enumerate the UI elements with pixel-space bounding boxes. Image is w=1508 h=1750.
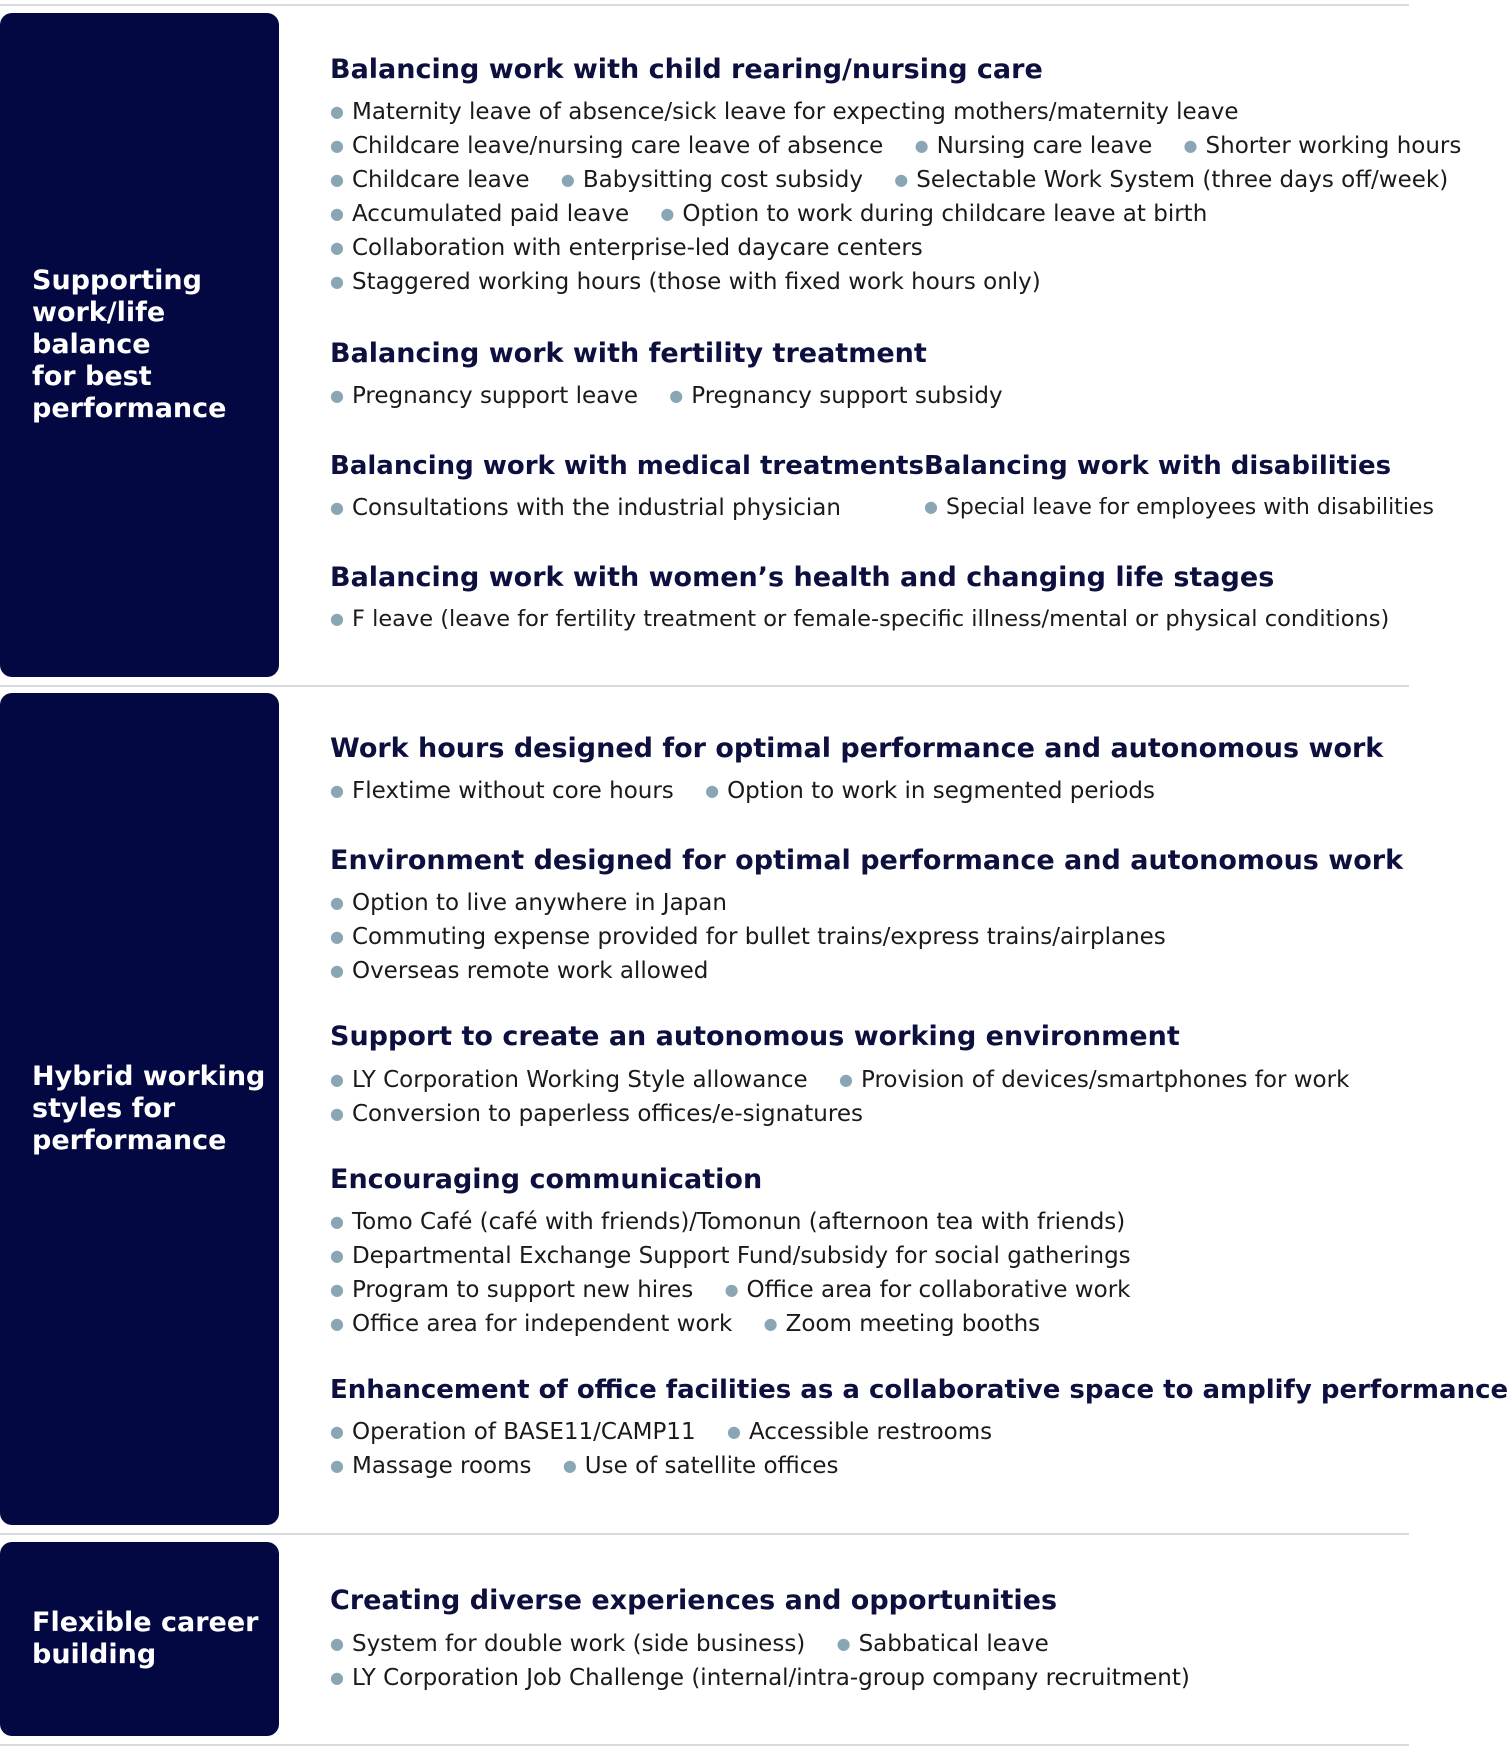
section-label-box — [0, 13, 279, 677]
group-heading: Work hours designed for optimal performance and autonomous work — [330, 733, 1384, 764]
bullet-line — [330, 1417, 992, 1449]
bullet-line — [330, 1663, 1190, 1695]
bullet-line — [330, 1309, 1040, 1341]
bullet-icon: ● — [660, 204, 675, 223]
bullet-icon: ● — [560, 170, 575, 189]
bullet-line — [330, 604, 1389, 636]
bullet-icon: ● — [914, 136, 929, 155]
section-title: Hybrid working styles for performance — [32, 1061, 266, 1156]
list-item: ● Provision of devices/smartphones for work — [839, 1067, 1350, 1093]
list-item: ● Program to support new hires — [330, 1277, 694, 1303]
bullet-icon: ● — [894, 170, 909, 189]
section-label-box — [0, 1542, 279, 1736]
list-item: ● Pregnancy support subsidy — [669, 383, 1003, 409]
list-item: ● Accumulated paid leave — [330, 201, 630, 227]
bullet-icon: ● — [330, 1104, 344, 1123]
group-heading: Balancing work with child rearing/nursing care — [330, 54, 1043, 85]
bullet-line — [330, 1065, 1349, 1097]
bullet-icon: ● — [330, 781, 344, 800]
list-item: ● Use of satellite offices — [562, 1453, 839, 1479]
list-item: ● LY Corporation Job Challenge (internal/intra-group company recruitment) — [330, 1665, 1190, 1691]
bullet-line — [330, 922, 1166, 954]
list-item: ● Option to live anywhere in Japan — [330, 890, 727, 916]
list-item: ● F leave (leave for fertility treatment or female-specific illness/mental or physical conditions) — [330, 606, 1390, 632]
section-title: Flexible career building — [32, 1607, 259, 1670]
divider — [0, 1533, 1409, 1535]
bullet-line — [330, 1275, 1130, 1307]
list-item: ● LY Corporation Working Style allowance — [330, 1067, 808, 1093]
bullet-icon: ● — [839, 1070, 853, 1089]
group-heading: Balancing work with fertility treatment — [330, 338, 927, 369]
bullet-icon: ● — [330, 1070, 344, 1089]
divider — [0, 685, 1409, 687]
list-item: ● Option to work during childcare leave at birth — [660, 201, 1208, 227]
bullet-icon: ● — [724, 1280, 739, 1299]
section-title: Supporting work/life balance for best performance — [32, 265, 227, 424]
list-item: ● Consultations with the industrial physician — [330, 495, 841, 521]
bullet-line — [330, 776, 1155, 808]
bullet-icon: ● — [330, 136, 344, 155]
list-item: ● Zoom meeting booths — [763, 1311, 1041, 1337]
list-item: ● Childcare leave — [330, 167, 530, 193]
bullet-icon: ● — [330, 1246, 344, 1265]
group-heading: Support to create an autonomous working environment — [330, 1021, 1180, 1052]
bullet-icon: ● — [330, 927, 344, 946]
bullet-icon: ● — [330, 272, 344, 291]
list-item: ● Departmental Exchange Support Fund/subsidy for social gatherings — [330, 1243, 1131, 1269]
bullet-icon: ● — [330, 498, 344, 517]
bullet-line — [330, 1241, 1131, 1273]
list-item: ● Massage rooms — [330, 1453, 532, 1479]
bullet-line — [330, 199, 1207, 231]
bullet-icon: ● — [763, 1314, 778, 1333]
bullet-icon: ● — [330, 1314, 344, 1333]
bullet-line — [330, 888, 727, 920]
bullet-icon: ● — [330, 1280, 344, 1299]
group-heading: Creating diverse experiences and opportunities — [330, 1585, 1058, 1616]
group-heading: Enhancement of office facilities as a collaborative space to amplify performance — [330, 1375, 1508, 1405]
bullet-line — [330, 381, 1003, 413]
bullet-icon: ● — [330, 386, 344, 405]
list-item: ● Staggered working hours (those with fixed work hours only) — [330, 269, 1041, 295]
group-heading: Balancing work with women’s health and changing life stages — [330, 562, 1275, 593]
bullet-line — [330, 1099, 863, 1131]
bullet-line — [330, 165, 1448, 197]
list-item: ● Babysitting cost subsidy — [560, 167, 863, 193]
bullet-icon: ● — [726, 1422, 741, 1441]
bullet-icon: ● — [1183, 136, 1198, 155]
bullet-icon: ● — [330, 238, 344, 257]
group-heading: Encouraging communication — [330, 1164, 763, 1195]
bullet-line — [330, 233, 923, 265]
list-item: ● Pregnancy support leave — [330, 383, 638, 409]
list-item: ● Sabbatical leave — [836, 1631, 1049, 1657]
bullet-icon: ● — [330, 1422, 344, 1441]
bullet-icon: ● — [705, 781, 720, 800]
list-item: ● Office area for collaborative work — [724, 1277, 1131, 1303]
bullet-line — [330, 956, 708, 988]
list-item: ● Accessible restrooms — [726, 1419, 993, 1445]
list-item: ● Selectable Work System (three days off/week) — [894, 167, 1449, 193]
bullet-icon: ● — [330, 1456, 344, 1475]
group-heading: Balancing work with disabilities — [924, 451, 1392, 481]
divider — [0, 1744, 1409, 1746]
list-item: ● Collaboration with enterprise-led daycare centers — [330, 235, 923, 261]
bullet-icon: ● — [330, 170, 344, 189]
list-item: ● Shorter working hours — [1183, 133, 1462, 159]
bullet-line — [330, 1451, 839, 1483]
group-heading: Environment designed for optimal performance and autonomous work — [330, 845, 1404, 876]
bullet-line — [330, 1629, 1049, 1661]
bullet-line — [330, 267, 1041, 299]
bullet-icon: ● — [330, 1668, 344, 1687]
bullet-line — [330, 97, 1239, 129]
bullet-icon: ● — [330, 961, 344, 980]
bullet-icon: ● — [330, 893, 344, 912]
list-item: ● Flextime without core hours — [330, 778, 674, 804]
list-item: ● Nursing care leave — [914, 133, 1153, 159]
bullet-icon: ● — [924, 497, 938, 516]
list-item: ● Special leave for employees with disabilities — [924, 495, 1434, 520]
list-item: ● Maternity leave of absence/sick leave for expecting mothers/maternity leave — [330, 99, 1239, 125]
divider — [0, 4, 1409, 6]
list-item: ● Option to work in segmented periods — [705, 778, 1155, 804]
list-item: ● Tomo Café (café with friends)/Tomonun (afternoon tea with friends) — [330, 1209, 1126, 1235]
list-item: ● Office area for independent work — [330, 1311, 733, 1337]
bullet-icon: ● — [330, 1212, 344, 1231]
list-item: ● Overseas remote work allowed — [330, 958, 709, 984]
list-item: ● Childcare leave/nursing care leave of absence — [330, 133, 884, 159]
bullet-icon: ● — [330, 609, 344, 628]
group-heading: Balancing work with medical treatments — [330, 451, 924, 481]
bullet-line — [924, 493, 1434, 524]
bullet-icon: ● — [330, 204, 344, 223]
bullet-icon: ● — [669, 386, 684, 405]
bullet-icon: ● — [562, 1456, 577, 1475]
bullet-icon: ● — [836, 1634, 851, 1653]
bullet-line — [330, 131, 1461, 163]
section-label-box — [0, 693, 279, 1525]
bullet-icon: ● — [330, 102, 344, 121]
list-item: ● System for double work (side business) — [330, 1631, 806, 1657]
list-item: ● Commuting expense provided for bullet trains/express trains/airplanes — [330, 924, 1166, 950]
bullet-icon: ● — [330, 1634, 344, 1653]
bullet-line — [330, 1207, 1125, 1239]
list-item: ● Conversion to paperless offices/e-signatures — [330, 1101, 863, 1127]
bullet-line — [330, 493, 841, 525]
list-item: ● Operation of BASE11/CAMP11 — [330, 1419, 696, 1445]
